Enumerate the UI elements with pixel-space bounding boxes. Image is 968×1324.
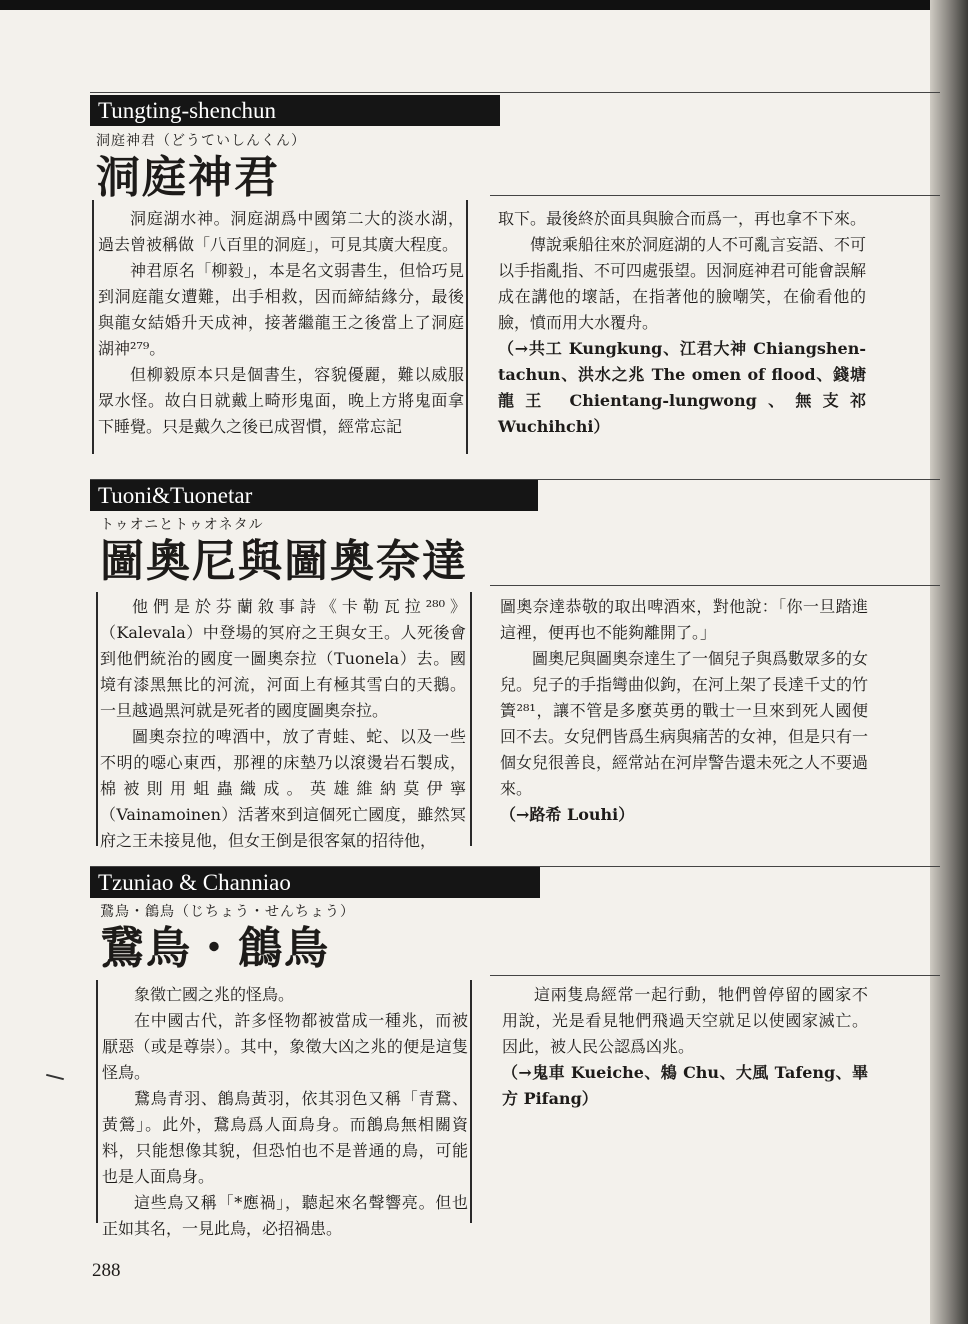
entry-reading: 鵞鳥・鶬鳥（じちょう・せんちょう） — [100, 904, 355, 920]
paragraph: 傳說乘船往來於洞庭湖的人不可亂言妄語、不可以手指亂指、不可四處張望。因洞庭神君可能會誤解成在講他的壞話，在指著他的臉嘲笑，在偷看他的臉，憤而用大水覆舟。 — [498, 235, 867, 332]
paragraph: 他們是於芬蘭敘事詩《卡勒瓦拉²⁸⁰》（Kalevala）中登場的冥府之王與女王。人死後會到他們統治的國度一圖奧奈拉（Tuonela）去。國境有漆黑無比的河流，河面上有極其雪白的天鵝。一旦越過黑河就是死者的國度圖奧奈拉。 — [100, 597, 466, 720]
paragraph: 這兩隻鳥經常一起行動，牠們曾停留的國家不用說，光是看見牠們飛過天空就足以使國家滅亡。因此，被人民公認爲凶兆。 — [502, 985, 868, 1056]
book-spine-shadow — [930, 0, 968, 1324]
entry-right-column — [500, 594, 868, 828]
entry-mid-rule — [490, 975, 940, 976]
scan-top-edge — [0, 0, 968, 10]
entry-top-rule — [90, 92, 940, 93]
paragraph: 這些鳥又稱「*應禍」，聽起來名聲響亮。但也正如其名，一見此鳥，必招禍患。 — [102, 1193, 468, 1238]
page-number: 288 — [92, 1260, 121, 1281]
paragraph: 在中國古代，許多怪物都被當成一種兆，而被厭惡（或是尊崇）。其中，象徵大凶之兆的便是這隻怪鳥。 — [102, 1011, 468, 1082]
cross-reference: （→路希 Louhi） — [500, 805, 635, 824]
entry-title: 圖奧尼與圖奧奈達 — [100, 536, 468, 587]
paragraph: 神君原名「柳毅」，本是名文弱書生，但恰巧見到洞庭龍女遭難，出手相救，因而締結緣分，最後與龍女結婚升天成神，接著繼龍王之後當上了洞庭湖神²⁷⁹。 — [98, 261, 464, 358]
entry-title: 鵞鳥・鶬鳥 — [100, 923, 330, 974]
paragraph: 圖奧奈達恭敬的取出啤酒來，對他說：「你一旦踏進這裡，便再也不能夠離開了。」 — [500, 597, 868, 642]
entry-right-column — [502, 982, 868, 1112]
cross-reference: （→共工 Kungkung、江君大神 Chiangshen-tachun、洪水之兆 The omen of flood、錢塘龍王 Chientang-lungwong、無支祁 Wuchihchi） — [498, 339, 866, 436]
paragraph: 取下。最後終於面具與臉合而爲一，再也拿不下來。 — [498, 209, 867, 228]
entry-left-column — [100, 594, 466, 854]
entry-left-column — [98, 206, 464, 440]
entry-english-title: Tzuniao & Channiao — [90, 867, 540, 898]
entry-mid-rule — [490, 585, 940, 586]
entry-right-column — [498, 206, 866, 440]
entry-english-title: Tuoni&Tuonetar — [90, 480, 538, 511]
entry-reading: 洞庭神君（どうていしんくん） — [96, 133, 306, 149]
entry-title: 洞庭神君 — [96, 152, 280, 203]
entry-mid-rule — [490, 195, 940, 196]
entry-reading: トゥオニとトゥオネタル — [100, 517, 264, 533]
paragraph: 鵞鳥青羽、鶬鳥黃羽，依其羽色又稱「青鵞、黃鶯」。此外，鵞鳥爲人面鳥身。而鶬鳥無相關資料，只能想像其貌，但恐怕也不是普通的鳥，可能也是人面鳥身。 — [102, 1089, 468, 1186]
entry-english-title: Tungting-shenchun — [90, 95, 500, 126]
paragraph: 洞庭湖水神。洞庭湖爲中國第二大的淡水湖，過去曾被稱做「八百里的洞庭」，可見其廣大程度。 — [98, 209, 464, 254]
paragraph: 象徵亡國之兆的怪鳥。 — [134, 985, 295, 1004]
paragraph: 圖奧尼與圖奧奈達生了一個兒子與爲數眾多的女兒。兒子的手指彎曲似鉤，在河上架了長達千丈的竹簀²⁸¹，讓不管是多麼英勇的戰士一旦來到死人國便回不去。女兒們皆爲生病與痛苦的女神，但是只有一個女兒很善良，經常站在河岸警告還未死之人不要過來。 — [500, 649, 869, 798]
paragraph: 但柳毅原本只是個書生，容貌優麗，難以威服眾水怪。故白日就戴上畸形鬼面，晚上方將鬼面拿下睡覺。只是戴久之後已成習慣，經常忘記 — [98, 365, 464, 436]
paragraph: 圖奧奈拉的啤酒中，放了青蛙、蛇、以及一些不明的噁心東西，那裡的床墊乃以滾燙岩石製成，棉被則用蛆蟲織成。英雄維納莫伊寧（Vainamoinen）活著來到這個死亡國度，雖然冥府之王未接見他，但女王倒是很客氣的招待他， — [100, 727, 466, 850]
entry-left-column — [102, 982, 468, 1242]
cross-reference: （→鬼車 Kueiche、鴸 Chu、大風 Tafeng、畢方 Pifang） — [502, 1063, 868, 1108]
